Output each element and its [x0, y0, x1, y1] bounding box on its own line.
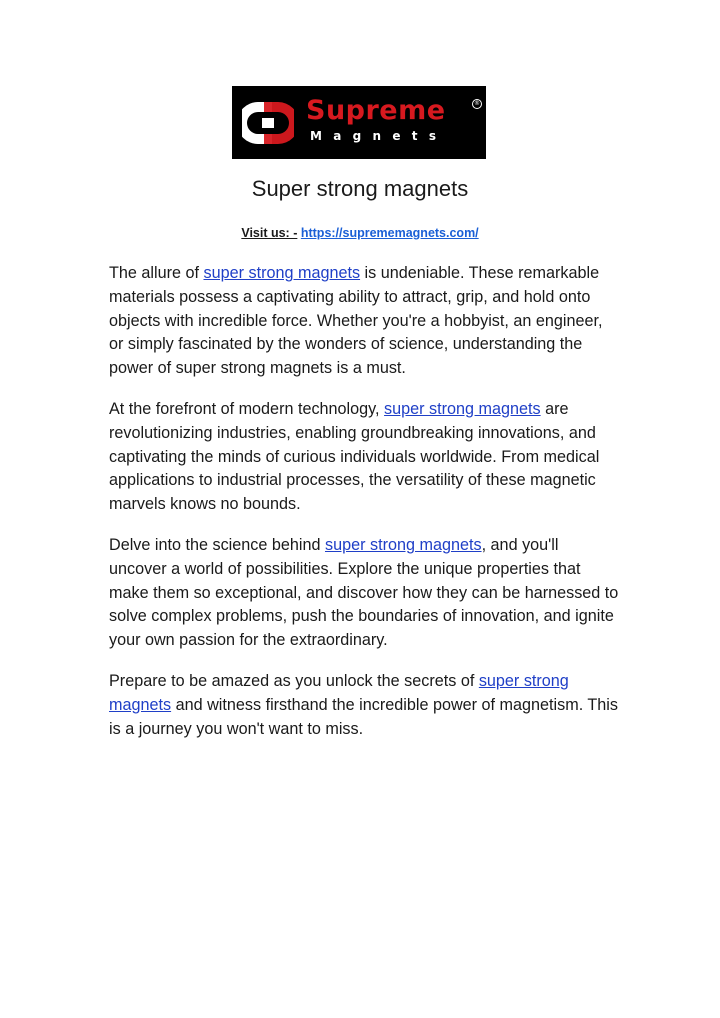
super-strong-magnets-link[interactable]: super strong magnets	[203, 264, 361, 282]
super-strong-magnets-link[interactable]: super strong magnets	[384, 399, 541, 418]
paragraph-4	[109, 670, 619, 741]
visit-line	[0, 226, 720, 240]
registered-mark: ®	[474, 100, 480, 107]
page-title: Super strong magnets	[251, 176, 469, 201]
paragraph-text: The allure of	[109, 264, 204, 282]
paragraph-text: Delve into the science behind	[109, 535, 325, 554]
paragraph-text: , and you'll uncover a world of possibilities. Explore the unique properties that make them so exceptional, and discover how they can be harnessed to solve complex problems, push the boundaries of innovation, and ignite your own passion for the extraordinary.	[109, 535, 619, 650]
paragraph-1	[109, 262, 619, 381]
website-link[interactable]: https://suprememagnets.com/	[300, 226, 479, 240]
magnet-logo-icon	[242, 98, 294, 148]
super-strong-magnets-link[interactable]: super strong magnets	[324, 535, 482, 554]
logo	[232, 86, 486, 159]
paragraph-2	[109, 398, 619, 517]
article-body	[109, 262, 619, 758]
paragraph-text: Prepare to be amazed as you unlock the secrets of	[109, 671, 479, 690]
paragraph-text: is undeniable. These remarkable materials possess a captivating ability to attract, grip, and hold onto objects with incredible force. Whether you're a hobbyist, an engineer, or simply fascinated by the wonders of science, understanding the power of super strong magnets is a must.	[109, 264, 603, 378]
paragraph-text: and witness firsthand the incredible power of magnetism. This is a journey you won't want to miss.	[109, 695, 618, 738]
paragraph-text: are revolutionizing industries, enabling groundbreaking innovations, and captivating the minds of curious individuals worldwide. From medical applications to industrial processes, the versatility of these magnetic marvels knows no bounds.	[109, 399, 600, 514]
paragraph-text: At the forefront of modern technology,	[109, 399, 385, 418]
logo-sub-text: Magnets	[310, 129, 448, 143]
super-strong-magnets-link[interactable]: super strong magnets	[109, 671, 569, 714]
paragraph-3	[109, 534, 619, 653]
logo-brand-text: Supreme	[306, 95, 446, 126]
visit-label: Visit us: -	[241, 226, 298, 240]
